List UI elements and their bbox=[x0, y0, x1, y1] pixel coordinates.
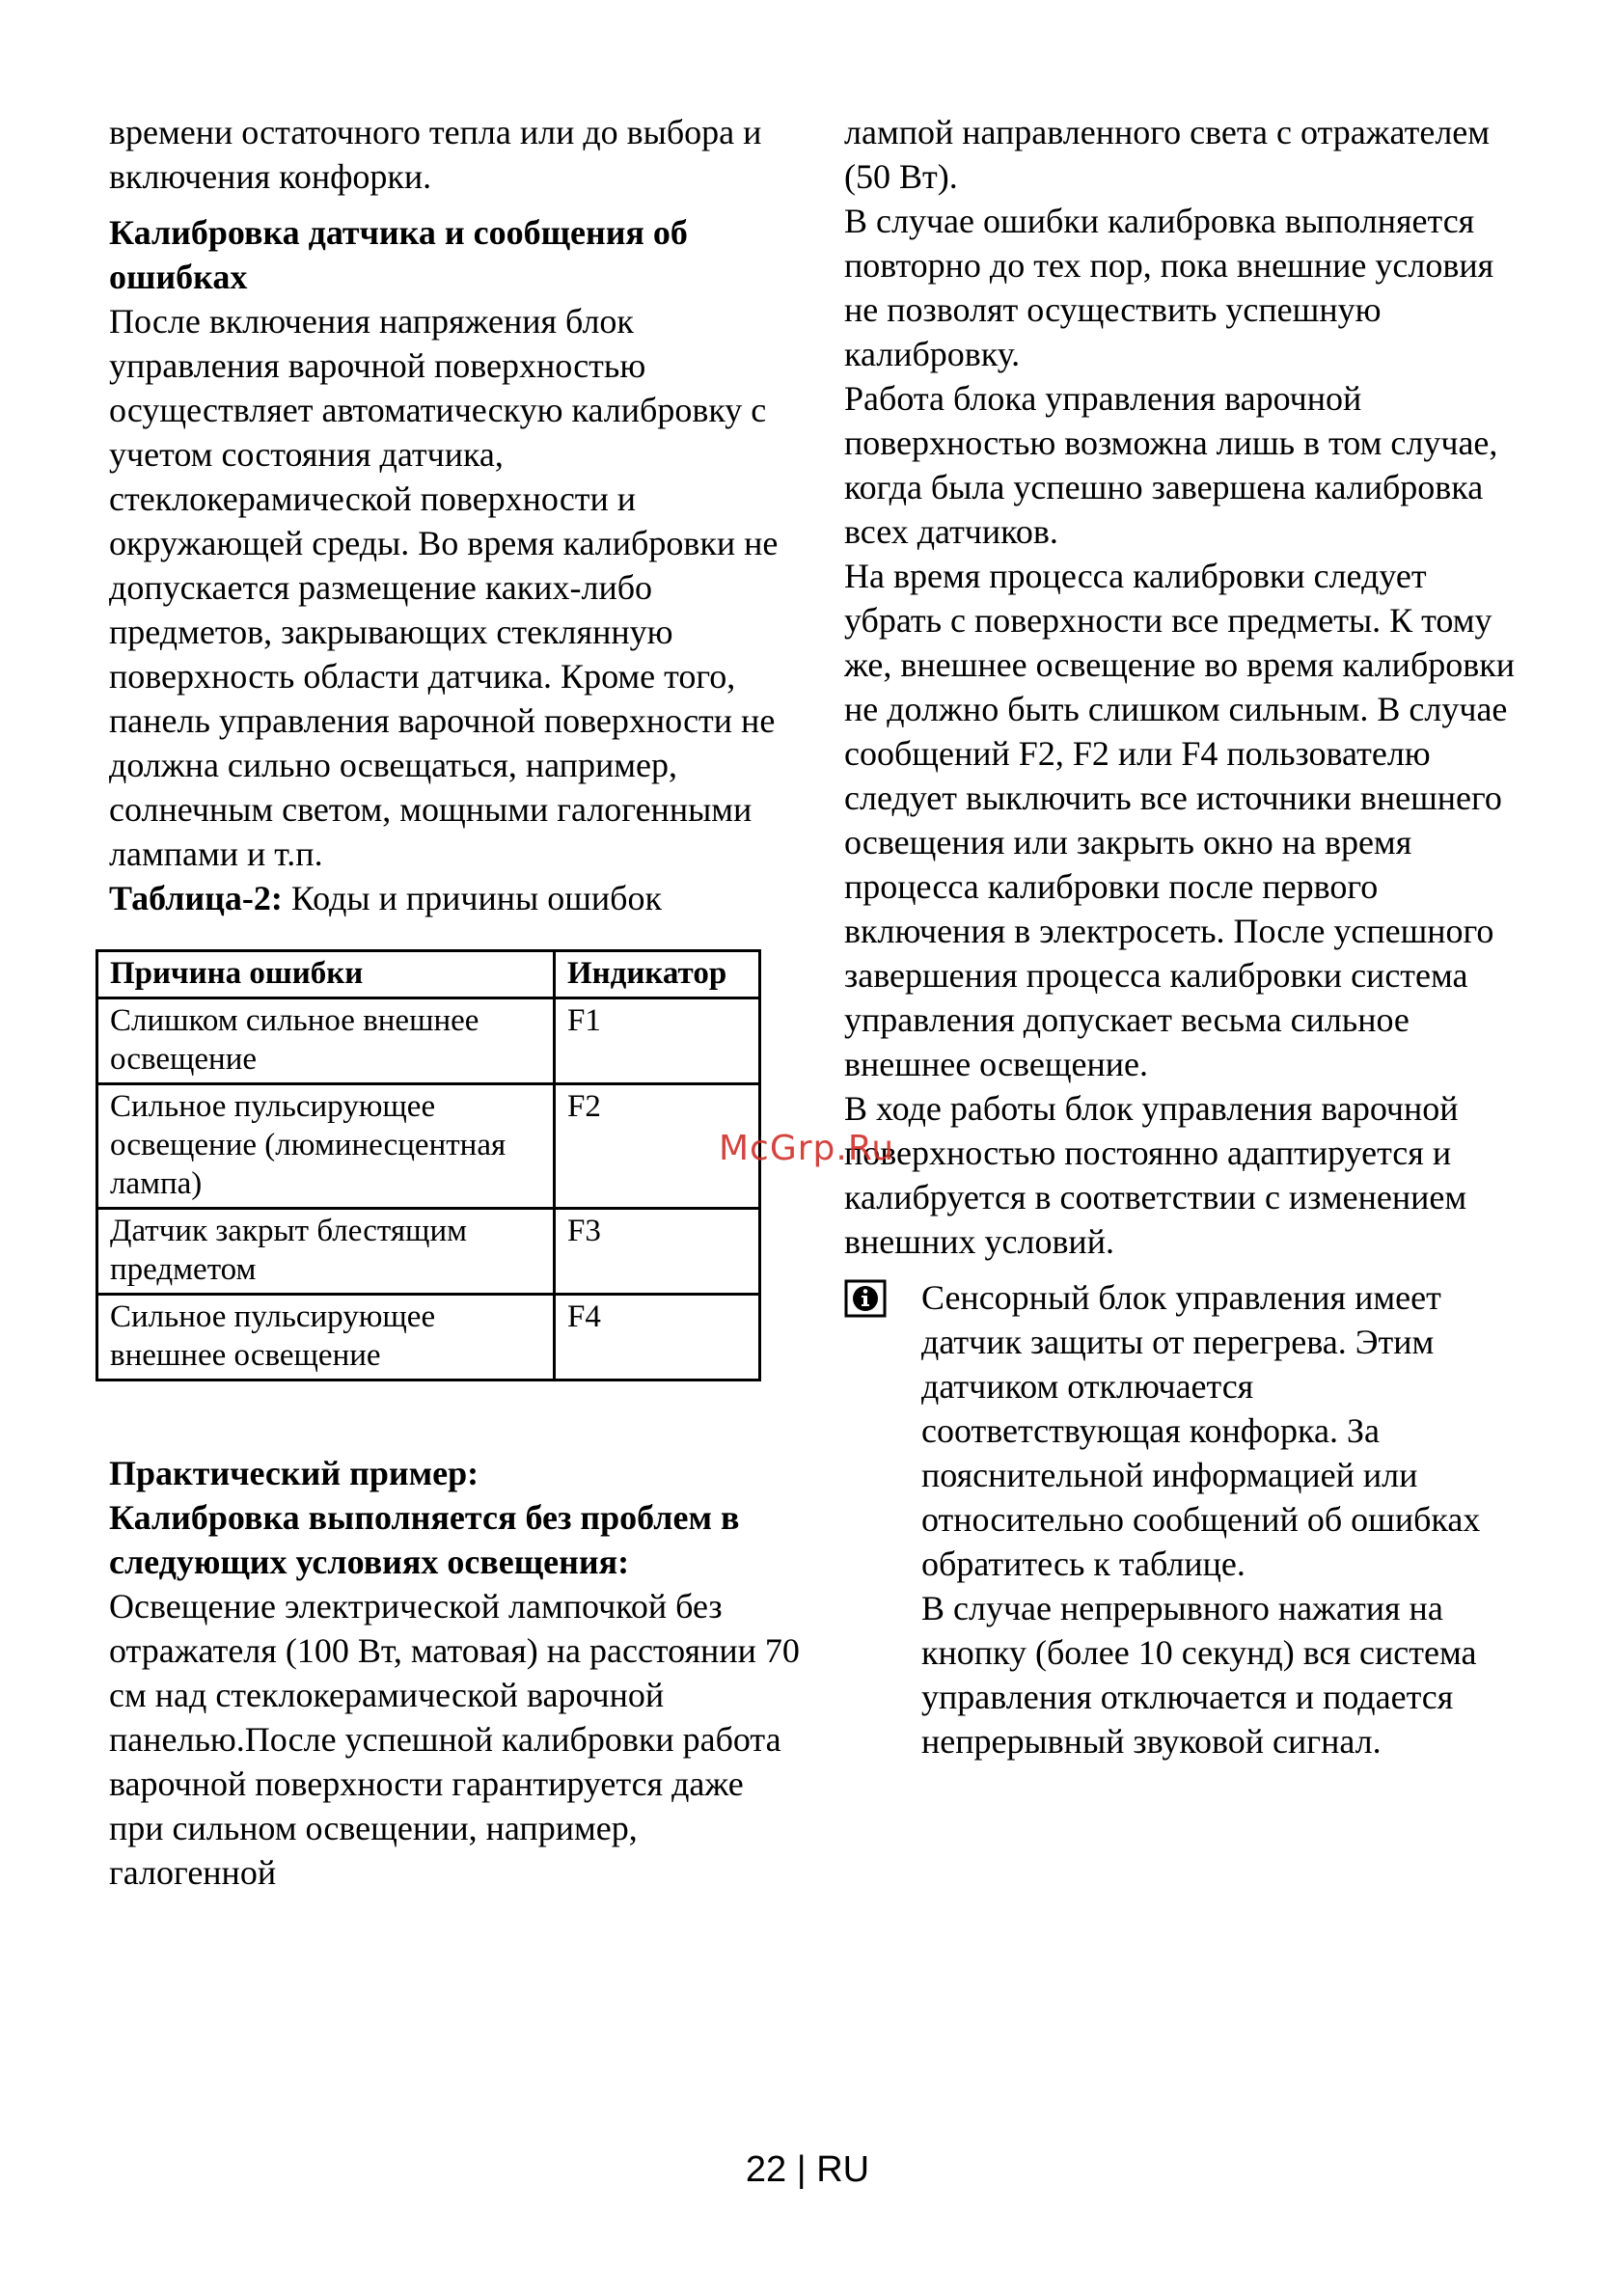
header-indicator: Индикатор bbox=[555, 951, 760, 998]
cause-cell: Датчик закрыт блестящим предметом bbox=[97, 1209, 555, 1295]
right-paragraph-1: лампой направленного света с отражателем (50 Вт). bbox=[844, 113, 1491, 196]
table-row bbox=[97, 1209, 760, 1295]
right-paragraph-5: В ходе работы блок управления варочной поверхностью постоянно адаптируется и калибруется в соответствии с изменением внешних условий. bbox=[844, 1089, 1467, 1261]
cause-cell: Сильное пульсирующее освещение (люминесцентная лампа) bbox=[97, 1084, 555, 1209]
footer-separator: | bbox=[796, 2149, 807, 2190]
right-paragraph-4: На время процесса калибровки следует убрать с поверхности все предметы. К тому же, внешнее освещение во время калибровки не должно быть слишком сильным. В случае сообщений F2, F2 или F4 пользователю следует выключить все источники внешнего освещения или закрыть окно на время процесса калибровки после первого включения в электросеть. После успешного завершения процесса калибровки система управления допускает весьма сильное внешнее освещение. bbox=[844, 557, 1516, 1083]
cause-cell: Слишком сильное внешнее освещение bbox=[97, 998, 555, 1084]
page-footer bbox=[0, 2149, 1615, 2191]
info-icon bbox=[844, 1279, 887, 1318]
watermark: McGrp.Ru bbox=[719, 1129, 895, 1168]
indicator-cell: F3 bbox=[555, 1209, 760, 1295]
right-paragraph-3: Работа блока управления варочной поверхностью возможна лишь в том случае, когда была успешно завершена калибровка всех датчиков. bbox=[844, 379, 1498, 551]
indicator-cell: F1 bbox=[555, 998, 760, 1084]
right-column bbox=[844, 110, 1519, 1763]
indicator-cell: F4 bbox=[555, 1295, 760, 1380]
footer-language: RU bbox=[816, 2149, 870, 2190]
table-row bbox=[97, 1084, 760, 1209]
error-codes-table bbox=[96, 949, 761, 1381]
table-row bbox=[97, 1295, 760, 1380]
info-note bbox=[844, 1275, 1519, 1763]
left-paragraph-3: Освещение электрической лампочкой без отражателя (100 Вт, матовая) на расстоянии 70 см над стеклокерамической варочной панелью.После успешной калибровки работа варочной поверхности гарантируется даже при сильном освещении, например, галогенной bbox=[109, 1587, 800, 1892]
note-text-2: В случае непрерывного нажатия на кнопку (более 10 секунд) вся система управления отключается и подается непрерывный звуковой сигнал. bbox=[921, 1589, 1477, 1761]
table-row bbox=[97, 998, 760, 1084]
note-text-1: Сенсорный блок управления имеет датчик защиты от перегрева. Этим датчиком отключается соответствующая конфорка. За пояснительной информацией или относительно сообщений об ошибках обратитесь к таблице. bbox=[921, 1278, 1481, 1583]
cause-cell: Сильное пульсирующее внешнее освещение bbox=[97, 1295, 555, 1380]
left-paragraph-1: времени остаточного тепла или до выбора и включения конфорки. bbox=[109, 113, 762, 196]
table-caption-label: Таблица-2: bbox=[109, 879, 283, 917]
table-header-row bbox=[97, 951, 760, 998]
practical-example-heading: Практический пример: bbox=[109, 1454, 479, 1492]
calibration-heading: Калибровка датчика и сообщения об ошибках bbox=[109, 213, 688, 296]
right-paragraph-2: В случае ошибки калибровка выполняется повторно до тех пор, пока внешние условия не позволят осуществить успешную калибровку. bbox=[844, 202, 1494, 373]
page-number: 22 bbox=[745, 2149, 787, 2190]
table-caption-text: Коды и причины ошибок bbox=[282, 879, 662, 917]
table-caption bbox=[109, 876, 804, 920]
left-paragraph-2: После включения напряжения блок управления варочной поверхностью осуществляет автоматическую калибровку с учетом состояния датчика, стеклокерамической поверхности и окружающей среды. Во время калибровки не допускается размещение каких-либо предметов, закрывающих стеклянную поверхность области датчика. Кроме того, панель управления варочной поверхности не должна сильно освещаться, например, солнечным светом, мощными галогенными лампами и т.п. bbox=[109, 302, 779, 873]
header-cause: Причина ошибки bbox=[97, 951, 555, 998]
indicator-cell: F2 bbox=[555, 1084, 760, 1209]
left-column bbox=[109, 110, 804, 1895]
lighting-conditions-heading: Калибровка выполняется без проблем в следующих условиях освещения: bbox=[109, 1498, 740, 1581]
